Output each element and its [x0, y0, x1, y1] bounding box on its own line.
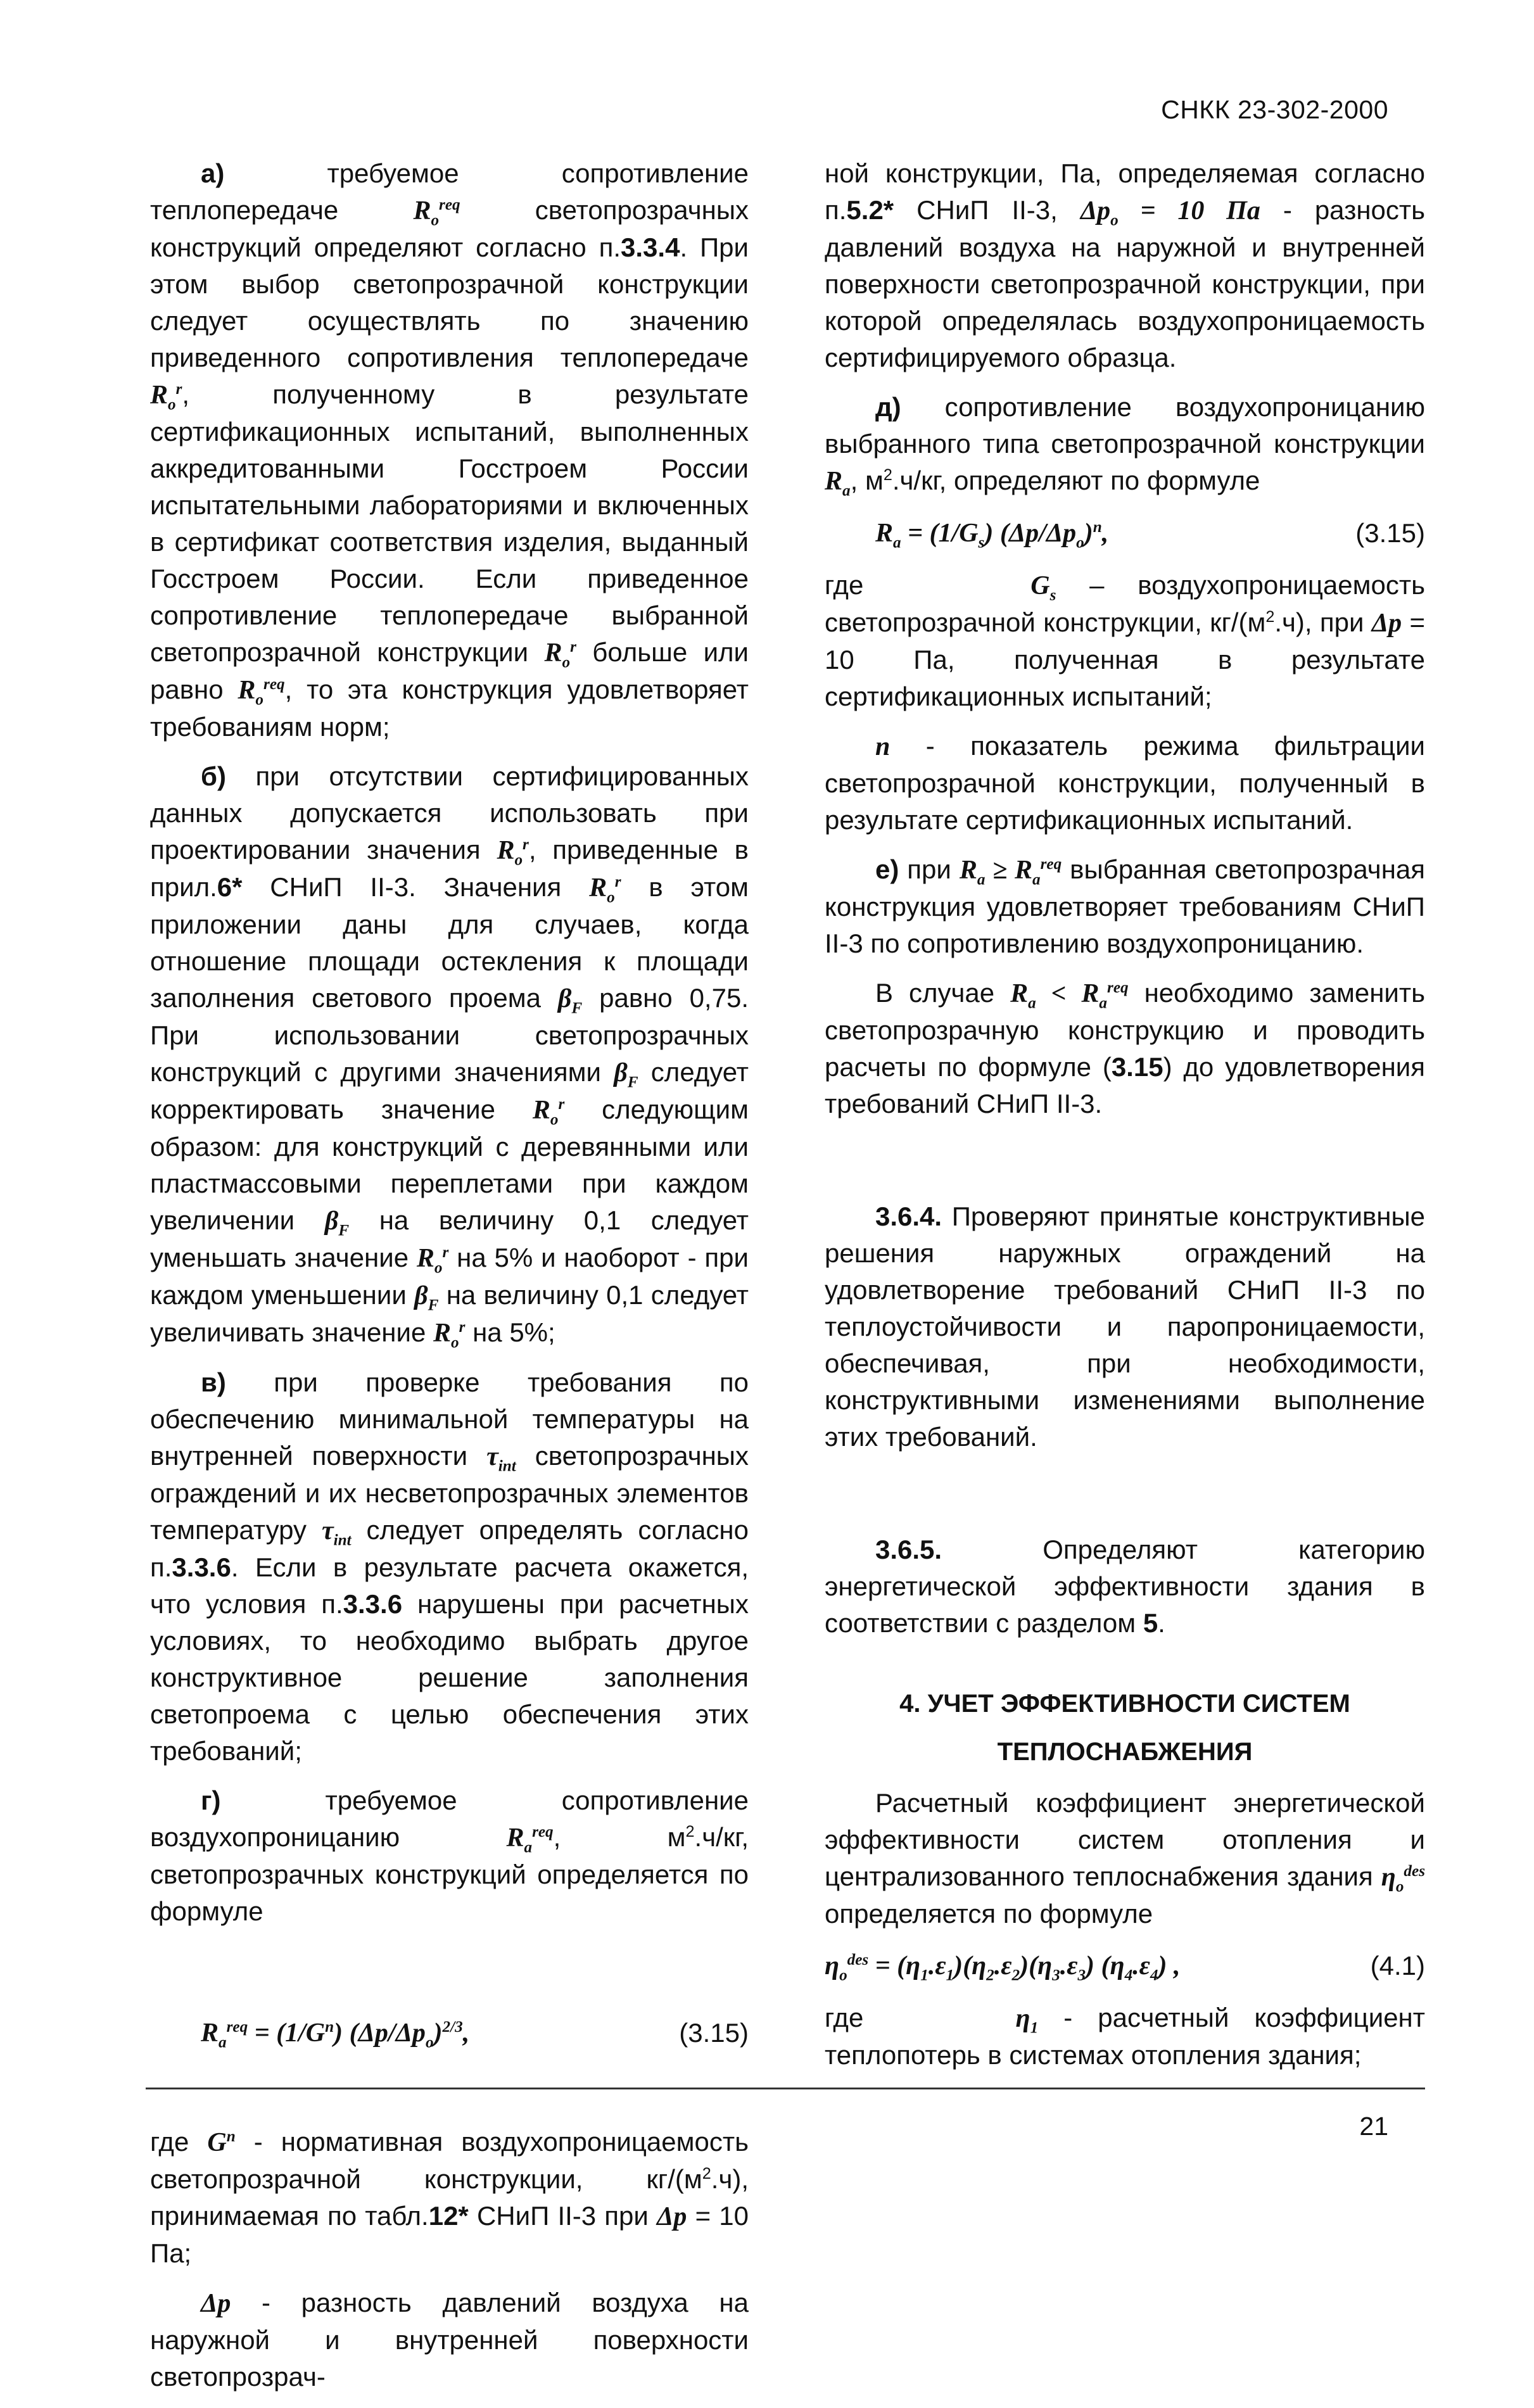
where-dp: Δp - разность давлений воздуха на наружной и внутренней поверхности светопрозрач- [150, 2288, 749, 2392]
section-4-title-line1: 4. УЧЕТ ЭФФЕКТИВНОСТИ СИСТЕМ [899, 1690, 1350, 1718]
formula-3-15-actual: $R_a = (1/G_s)$ $(\Delta p/\Delta p_o)^n$, (3.15) [875, 518, 1425, 552]
right-column [825, 155, 1425, 2086]
left-column [150, 155, 749, 2408]
item-a: а) требуемое сопротивление теплопередаче $R_o^{req}$ светопрозрачных конструкций определяют согласно п.3.3.4. При этом выбор светопрозрачной конструкции следует осуществлять по значению приведенного сопротивления теплопередаче $R_o^r$, полученному в результате сертификационных испытаний, выполненных аккредитованными Госстроем России испытательными лабораториями и включенных в сертификат соответствия изделия, выданный Госстроем России. Если приведенное сопротивление теплопередаче выбранной светопрозрачной конструкции $R_o^r$ больше или равно $R_o^{req}$, то эта конструкция удовлетворяет требованиям норм; [150, 158, 749, 742]
where-gn: где $G^n$ - нормативная воздухопроницаемость светопрозрачной конструкции, $кг/(м^2.ч)$, принимаемая по табл.12* СНиП II-3 при Δp = 10 Па; [150, 2127, 749, 2268]
item-b: б) при отсутствии сертифицированных данных допускается использовать при проектировании значения $R_o^r$, приведенные в прил.6* СНиП II-3. Значения $R_o^r$ в этом приложении даны для случаев, когда отношение площади остекления к площади заполнения светового проема $\beta_F$ равно 0,75. При использовании светопрозрачных конструкций с другими значениями $\beta_F$ следует корректировать значение $R_o^r$ следующим образом: для конструкций с деревянными или пластмассовыми переплетами при каждом увеличении $\beta_F$ на величину 0,1 следует уменьшать значение $R_o^r$ на 5% и наоборот - при каждом уменьшении $\beta_F$ на величину 0,1 следует увеличивать значение $R_o^r$ на 5%; [150, 761, 749, 1352]
where-n: n - показатель режима фильтрации светопрозрачной конструкции, полученный в результате сертификационных испытаний. [825, 731, 1425, 835]
formula-4-1: $\eta_o^{des} = (\eta_1.\varepsilon_1)(\eta_2.\varepsilon_2)(\eta_3.\varepsilon_3)$ $(\eta_4.\varepsilon_4)$ , (4.1) [825, 1951, 1425, 1984]
item-d: д) сопротивление воздухопроницанию выбранного типа светопрозрачной конструкции $R_a$, $м^2.ч/кг$, определяют по формуле [825, 392, 1425, 500]
clause-3-6-4: 3.6.4. Проверяют принятые конструктивные решения наружных ограждений на удовлетворение требований СНиП II-3 по теплоустойчивости и паропроницаемости, обеспечивая, при необходимости, конструктивными изменениями выполнение этих требований. [825, 1201, 1425, 1452]
footer-rule [146, 2088, 1425, 2089]
item-v: в) при проверке требования по обеспечению минимальной температуры на внутренней поверхности $\tau_{int}$ светопрозрачных ограждений и их несветопрозрачных элементов температуру $\tau_{int}$ следует определять согласно п.3.3.6. Если в результате расчета окажется, что условия п.3.3.6 нарушены при расчетных условиях, то необходимо выбрать другое конструктивное решение заполнения светопроема с целью обеспечения этих требований; [150, 1367, 749, 1766]
page-number: 21 [1359, 2112, 1388, 2141]
section-4-intro: Расчетный коэффициент энергетической эффективности систем отопления и централизованного теплоснабжения здания $\eta_o^{des}$ определяется по формуле [825, 1788, 1425, 1929]
where-eta1: где $\eta_1$ - расчетный коэффициент теплопотерь в системах отопления здания; [825, 2003, 1425, 2070]
formula-3-15-required: $R_a^{req} = (1/G^n)$ $(\Delta p/\Delta p_o)^{2/3}$, (3.15) [201, 2018, 749, 2051]
item-e: е) при $R_a \ge R_a^{req}$ выбранная светопрозрачная конструкция удовлетворяет требованиям СНиП II-3 по сопротивлению воздухопроницанию. [825, 854, 1425, 958]
clause-3-6-5: 3.6.5. Определяют категорию энергетической эффективности здания в соответствии с разделом 5. [825, 1535, 1425, 1638]
section-4-title-line2: ТЕПЛОСНАБЖЕНИЯ [997, 1738, 1253, 1766]
continuation-text: ной конструкции, Па, определяемая согласно п.5.2* СНиП II-3, $\Delta p_o = 10$ Па - разность давлений воздуха на наружной и внутренней поверхности светопрозрачной конструкции, при которой определялась воздухопроницаемость сертифицируемого образца. [825, 158, 1425, 372]
where-gs: где $G_s$ – воздухопроницаемость светопрозрачной конструкции, $кг/(м^2.ч)$, при Δp = 10 Па, полученная в результате сертификационных испытаний; [825, 570, 1425, 711]
symbol-ro-req: $R_o^{req}$ [413, 196, 460, 229]
item-g: г) требуемое сопротивление воздухопроницанию $R_a^{req}$, $м^2.ч/кг$, светопрозрачных конструкций определяется по формуле [150, 1785, 749, 1926]
case-paragraph: В случае $R_a < R_a^{req}$ необходимо заменить светопрозрачную конструкцию и проводить расчеты по формуле (3.15) до удовлетворения требований СНиП II-3. [825, 978, 1426, 1118]
document-code: СНКК 23-302-2000 [1161, 95, 1388, 124]
